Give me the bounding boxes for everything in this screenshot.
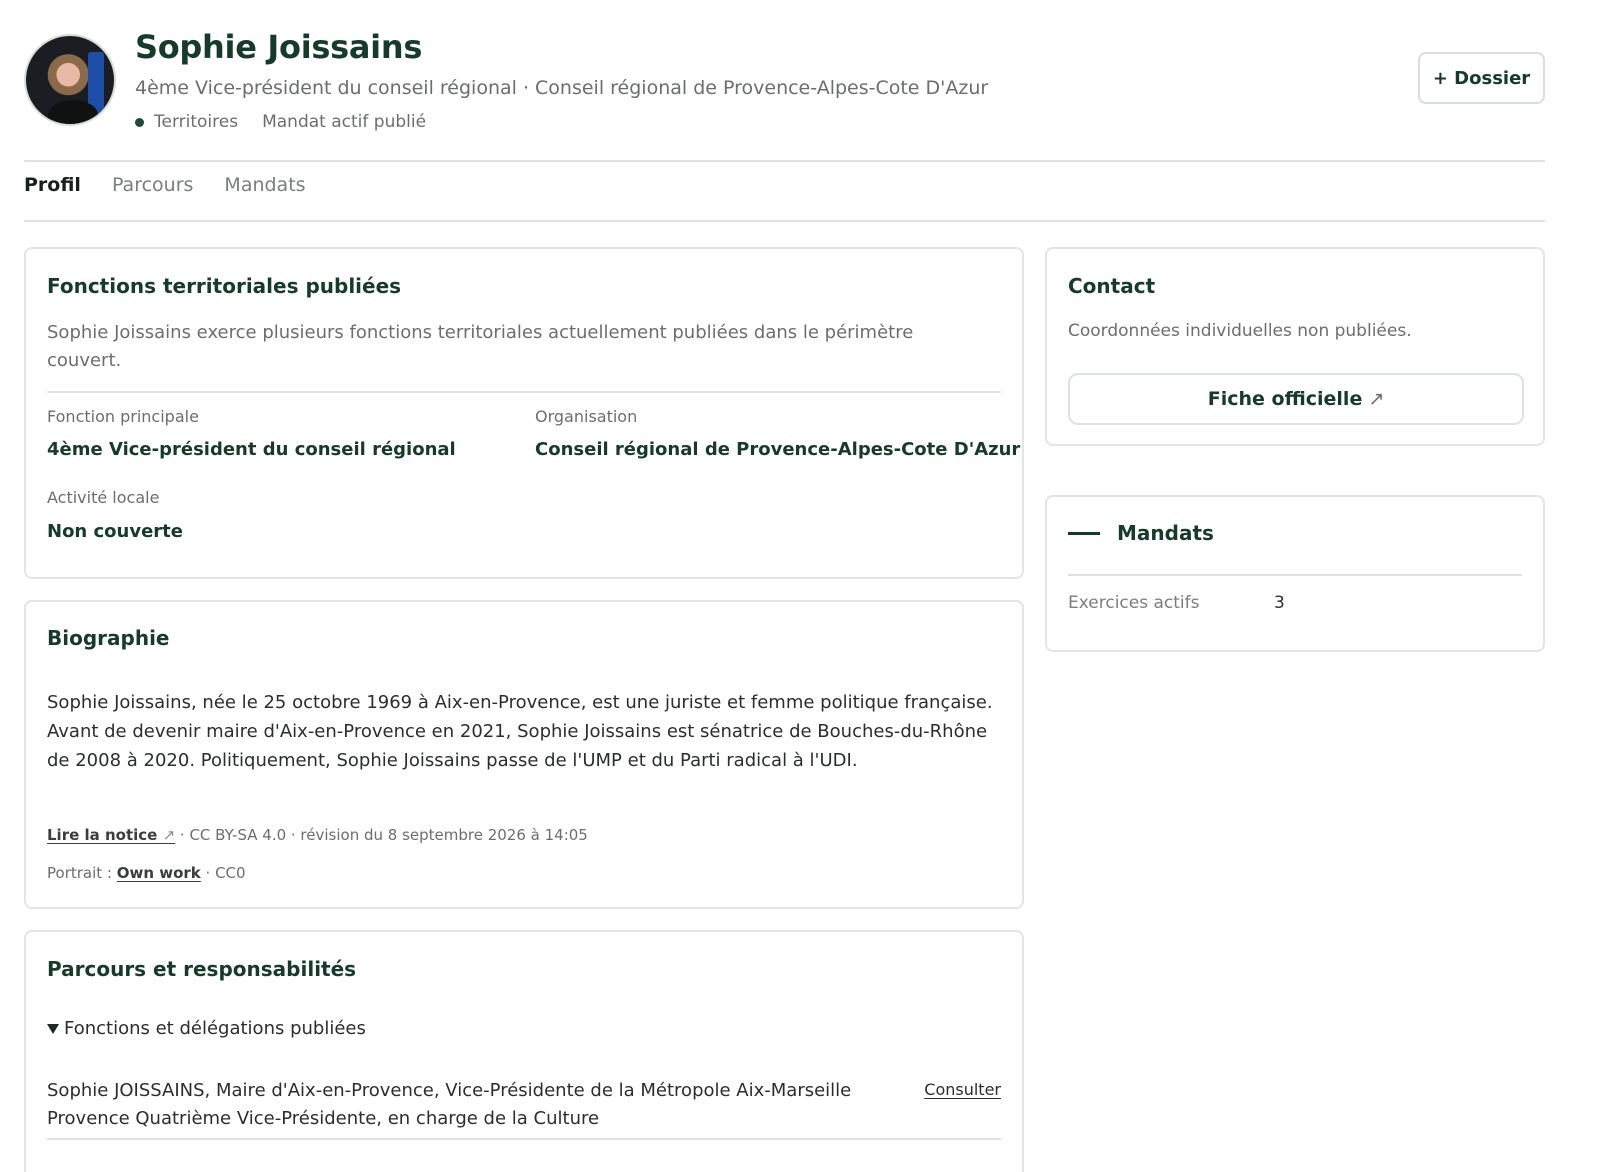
career-title: Parcours et responsabilités	[47, 957, 357, 981]
profile-header	[24, 28, 1545, 134]
functions-title: Fonctions territoriales publiées	[47, 274, 402, 298]
tabs-divider	[24, 220, 1545, 222]
avatar	[24, 34, 116, 126]
portrait-license: · CC0	[200, 864, 246, 882]
add-dossier-button[interactable]: + Dossier	[1418, 52, 1545, 104]
source-meta: · CC BY-SA 4.0 · révision du 8 septembre 2026 à 14:05	[175, 826, 588, 844]
organisation-label: Organisation	[535, 407, 638, 426]
external-link-icon: ↗	[1368, 388, 1385, 410]
read-notice-link[interactable]	[47, 826, 175, 844]
tab-parcours[interactable]: Parcours	[111, 174, 194, 196]
collapse-dash-icon[interactable]	[1068, 532, 1100, 535]
portrait-prefix: Portrait :	[47, 864, 117, 882]
contact-card	[1045, 247, 1545, 446]
profile-subtitle: 4ème Vice-président du conseil régional · Conseil régional de Provence-Alpes-Cote D'Azur	[135, 77, 989, 99]
official-sheet-button[interactable]	[1068, 373, 1524, 425]
mandates-title: Mandats	[1117, 521, 1214, 545]
portrait-body-shape	[48, 100, 98, 126]
divider	[47, 391, 1001, 393]
profile-meta	[135, 112, 426, 132]
biography-text: Sophie Joissains, née le 25 octobre 1969 à Aix-en-Provence, est une juriste et femme politique française. Avant de devenir maire d'Aix-en-Provence en 2021, Sophie Joissains est sénatrice de Bouches-du-Rhône de 2008 à 2020. Politiquement, Sophie Joissains passe de l'UMP et du Parti radical à l'UDI.	[47, 692, 993, 771]
main-function-label: Fonction principale	[47, 407, 199, 426]
external-link-icon: ↗	[162, 826, 176, 844]
profile-name: Sophie Joissains	[135, 28, 423, 66]
portrait-credit	[47, 864, 246, 882]
mandates-card	[1045, 495, 1545, 652]
career-card	[24, 930, 1024, 1172]
local-activity-value: Non couverte	[47, 521, 183, 542]
status-dot-icon	[135, 118, 144, 127]
career-entry: Sophie JOISSAINS, Maire d'Aix-en-Provence, Vice-Présidente de la Métropole Aix-Marseille Provence Quatrième Vice-Présidente, en charge de la Culture	[47, 1080, 852, 1129]
organisation-value: Conseil régional de Provence-Alpes-Cote D'Azur	[535, 439, 1021, 460]
biography-card	[24, 600, 1024, 909]
triangle-down-icon	[47, 1024, 59, 1034]
profile-tag: Territoires	[154, 112, 239, 132]
biography-title: Biographie	[47, 626, 170, 650]
biography-source	[47, 826, 588, 844]
divider	[47, 1138, 1001, 1140]
profile-status: Mandat actif publié	[262, 112, 427, 132]
tab-profil[interactable]: Profil	[24, 174, 81, 196]
functions-intro: Sophie Joissains exerce plusieurs fonctions territoriales actuellement publiées dans le périmètre couvert.	[47, 322, 914, 371]
local-activity-label: Activité locale	[47, 488, 160, 507]
own-work-link[interactable]: Own work	[116, 864, 201, 882]
official-sheet-label: Fiche officielle	[1207, 388, 1363, 410]
functions-disclosure-toggle[interactable]	[47, 1018, 366, 1039]
read-notice-label: Lire la notice	[47, 826, 158, 844]
header-divider	[24, 160, 1545, 162]
functions-disclosure-label: Fonctions et délégations publiées	[64, 1018, 366, 1039]
divider	[1068, 574, 1522, 576]
profile-tabs	[24, 174, 337, 196]
active-mandates-label: Exercices actifs	[1068, 593, 1200, 613]
contact-note: Coordonnées individuelles non publiées.	[1068, 321, 1412, 341]
contact-title: Contact	[1068, 274, 1156, 298]
consult-link[interactable]: Consulter	[924, 1080, 1001, 1099]
functions-card	[24, 247, 1024, 579]
tab-mandats[interactable]: Mandats	[224, 174, 306, 196]
main-function-value: 4ème Vice-président du conseil régional	[47, 439, 456, 460]
active-mandates-value: 3	[1274, 593, 1285, 613]
